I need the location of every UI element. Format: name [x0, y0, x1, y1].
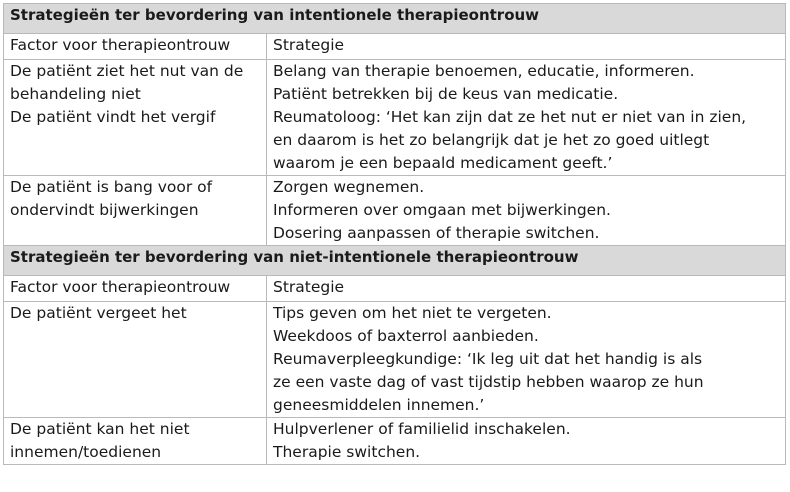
table-row: [4, 302, 786, 418]
strategy-cell: [267, 60, 786, 176]
factor-cell: [4, 60, 267, 176]
strategy-line: Weekdoos of baxterrol aanbieden.: [273, 327, 539, 345]
strategy-line: Dosering aanpassen of therapie switchen.: [273, 224, 600, 242]
table-row: [4, 60, 786, 176]
strategy-cell: [267, 302, 786, 418]
section-title: Strategieën ter bevordering van niet-intentionele therapieontrouw: [4, 246, 786, 276]
table-row: [4, 176, 786, 246]
section-header-non-intentional: [4, 246, 786, 276]
strategy-line: Hulpverlener of familielid inschakelen.: [273, 420, 571, 438]
strategy-line: geneesmiddelen innemen.’: [273, 396, 485, 414]
factor-line: De patiënt vindt het vergif: [10, 108, 216, 126]
factor-line: De patiënt vergeet het: [10, 304, 187, 322]
column-header-factor: Factor voor therapieontrouw: [4, 276, 267, 302]
section-header-intentional: [4, 4, 786, 34]
factor-cell: [4, 418, 267, 465]
column-header-row: [4, 34, 786, 60]
factor-line: De patiënt kan het niet: [10, 420, 190, 438]
strategy-line: Zorgen wegnemen.: [273, 178, 425, 196]
strategy-line: Reumatoloog: ‘Het kan zijn dat ze het nut er niet van in zien,: [273, 108, 747, 126]
column-header-row: [4, 276, 786, 302]
strategy-line: waarom je een bepaald medicament geeft.’: [273, 154, 613, 172]
table-row: [4, 418, 786, 465]
strategy-line: Patiënt betrekken bij de keus van medicatie.: [273, 85, 619, 103]
section-title: Strategieën ter bevordering van intentionele therapieontrouw: [4, 4, 786, 34]
strategy-line: Informeren over omgaan met bijwerkingen.: [273, 201, 611, 219]
factor-line: behandeling niet: [10, 85, 141, 103]
factor-line: De patiënt ziet het nut van de: [10, 62, 244, 80]
factor-cell: [4, 302, 267, 418]
factor-line: De patiënt is bang voor of: [10, 178, 213, 196]
strategy-cell: [267, 176, 786, 246]
strategy-line: Reumaverpleegkundige: ‘Ik leg uit dat het handig is als: [273, 350, 703, 368]
factor-cell: [4, 176, 267, 246]
strategy-cell: [267, 418, 786, 465]
column-header-factor: Factor voor therapieontrouw: [4, 34, 267, 60]
strategy-line: ze een vaste dag of vast tijdstip hebben waarop ze hun: [273, 373, 704, 391]
column-header-strategy: Strategie: [267, 276, 786, 302]
factor-line: innemen/toedienen: [10, 443, 162, 461]
factor-line: ondervindt bijwerkingen: [10, 201, 199, 219]
strategy-line: Belang van therapie benoemen, educatie, informeren.: [273, 62, 695, 80]
strategy-line: Tips geven om het niet te vergeten.: [273, 304, 552, 322]
strategy-table: [3, 3, 786, 465]
column-header-strategy: Strategie: [267, 34, 786, 60]
strategy-line: Therapie switchen.: [273, 443, 421, 461]
strategy-line: en daarom is het zo belangrijk dat je het zo goed uitlegt: [273, 131, 710, 149]
